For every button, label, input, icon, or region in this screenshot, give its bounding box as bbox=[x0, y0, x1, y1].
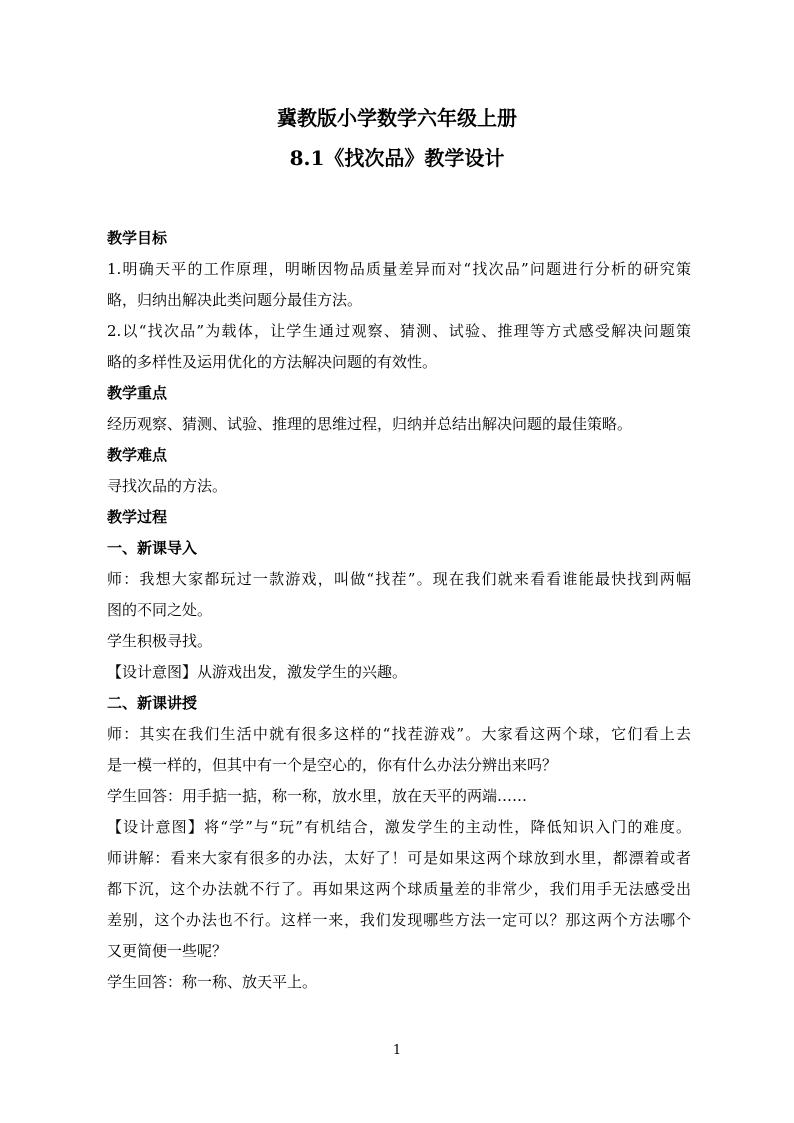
paragraph-line: 学生回答：称一称、放天平上。 bbox=[107, 973, 318, 991]
page-number: 1 bbox=[392, 1043, 402, 1058]
section-heading: 二、新课讲授 bbox=[107, 694, 198, 712]
paragraph-line: 寻找次品的方法。 bbox=[107, 477, 228, 495]
paragraph-line: 学生回答：用手掂一掂，称一称，放水里，放在天平的两端…… bbox=[107, 787, 528, 805]
paragraph-line: 学生积极寻找。 bbox=[107, 632, 213, 650]
paragraph-line: 略，归纳出解决此类问题分最佳方法。 bbox=[107, 291, 363, 309]
paragraph-line: 又更简便一些呢？ bbox=[107, 942, 228, 960]
paragraph-line: 1.明确天平的工作原理，明晰因物品质量差异而对“找次品”问题进行分析的研究策 bbox=[107, 260, 691, 278]
section-heading: 教学重点 bbox=[107, 384, 168, 402]
paragraph-line: 略的多样性及运用优化的方法解决问题的有效性。 bbox=[107, 353, 438, 371]
paragraph-line: 师讲解：看来大家有很多的办法，太好了！可是如果这两个球放到水里，都漂着或者 bbox=[107, 849, 691, 867]
document-subtitle: 8.1《找次品》教学设计 bbox=[289, 146, 505, 170]
section-heading: 教学目标 bbox=[107, 229, 168, 247]
paragraph-line: 2.以“找次品”为载体，让学生通过观察、猜测、试验、推理等方式感受解决问题策 bbox=[107, 322, 691, 340]
paragraph-line: 师：我想大家都玩过一款游戏，叫做“找茬”。现在我们就来看看谁能最快找到两幅 bbox=[107, 570, 691, 588]
paragraph-line: 【设计意图】将“学”与“玩”有机结合，激发学生的主动性，降低知识入门的难度。 bbox=[107, 818, 691, 836]
document-body bbox=[107, 223, 691, 998]
paragraph-line: 经历观察、猜测、试验、推理的思维过程，归纳并总结出解决问题的最佳策略。 bbox=[107, 415, 633, 433]
document-title: 冀教版小学数学六年级上册 bbox=[277, 106, 517, 130]
section-heading: 教学过程 bbox=[107, 508, 168, 526]
paragraph-line: 师：其实在我们生活中就有很多这样的“找茬游戏”。大家看这两个球，它们看上去 bbox=[107, 725, 691, 743]
paragraph-line: 【设计意图】从游戏出发，激发学生的兴趣。 bbox=[107, 663, 408, 681]
paragraph-line: 差别，这个办法也不行。这样一来，我们发现哪些方法一定可以？那这两个方法哪个 bbox=[107, 911, 691, 929]
paragraph-line: 图的不同之处。 bbox=[107, 601, 213, 619]
paragraph-line: 是一模一样的，但其中有一个是空心的，你有什么办法分辨出来吗？ bbox=[107, 756, 558, 774]
paragraph-line: 都下沉，这个办法就不行了。再如果这两个球质量差的非常少，我们用手无法感受出 bbox=[107, 880, 691, 898]
section-heading: 教学难点 bbox=[107, 446, 168, 464]
section-heading: 一、新课导入 bbox=[107, 539, 198, 557]
